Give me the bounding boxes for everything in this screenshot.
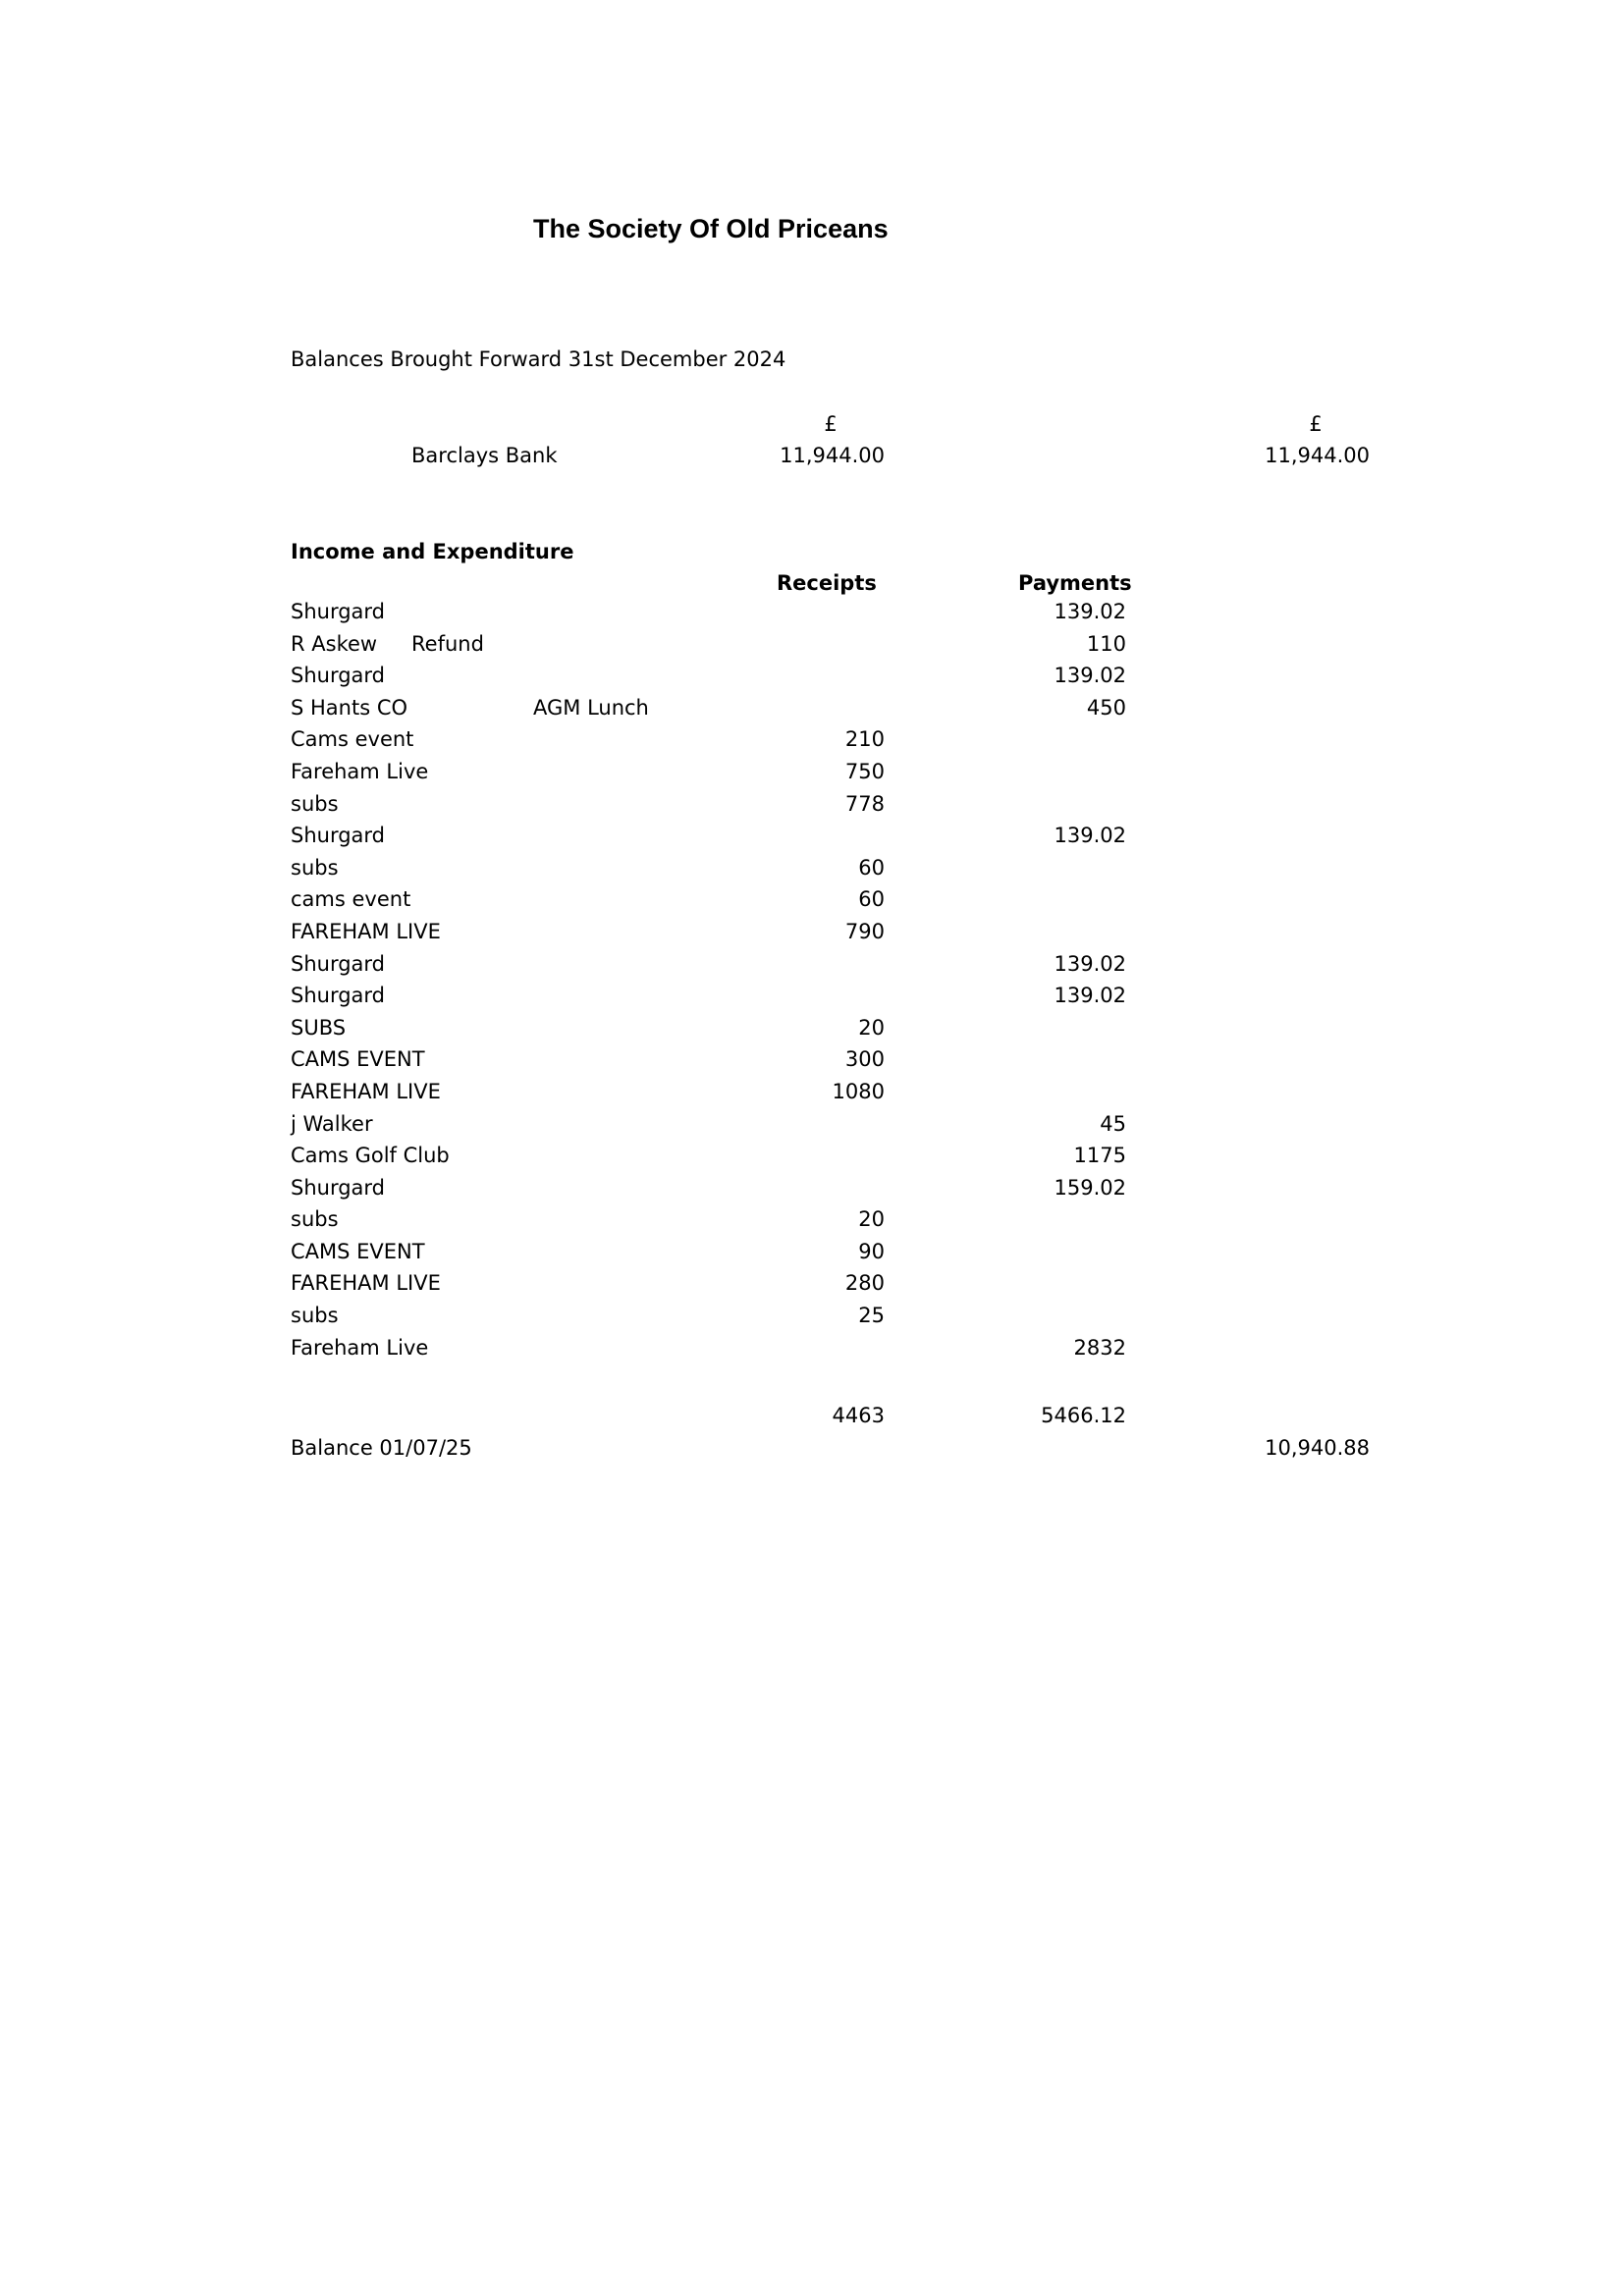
- ledger-row: [0, 1301, 1623, 1333]
- closing-balance-label: Balance 01/07/25: [291, 1436, 472, 1460]
- ledger-item-name: subs: [291, 791, 339, 816]
- bank-label: Barclays Bank: [411, 444, 558, 467]
- ledger-receipt-amount: 280: [844, 1271, 885, 1296]
- ledger-payment-amount: 450: [1086, 695, 1126, 720]
- ledger-item-note: AGM Lunch: [533, 695, 649, 720]
- ledger-payment-amount: 139.02: [1054, 951, 1126, 976]
- ledger-receipt-amount: 210: [844, 727, 885, 752]
- ledger-item-name: FAREHAM LIVE: [291, 1271, 441, 1296]
- ledger-row: [0, 661, 1623, 693]
- ledger-receipt-amount: 750: [844, 759, 885, 783]
- ledger-item-name: subs: [291, 1207, 339, 1232]
- currency-symbol-left: £: [824, 412, 838, 436]
- ledger-payment-amount: 139.02: [1054, 664, 1126, 688]
- ledger-row: [0, 693, 1623, 725]
- ledger-row: [0, 981, 1623, 1013]
- ledger-item-name: SUBS: [291, 1015, 347, 1040]
- ledger-payment-amount: 139.02: [1054, 824, 1126, 848]
- page-title: The Society Of Old Priceans: [533, 214, 889, 243]
- ledger-payment-amount: 139.02: [1054, 600, 1126, 623]
- ledger-item-name: Shurgard: [291, 600, 386, 623]
- currency-symbol-right: £: [1309, 412, 1323, 436]
- ledger-payment-amount: 110: [1086, 631, 1126, 656]
- ledger-receipt-amount: 60: [858, 887, 885, 912]
- ie-heading: Income and Expenditure: [291, 540, 574, 563]
- ledger-item-name: FAREHAM LIVE: [291, 1079, 441, 1103]
- ledger-item-name: Cams event: [291, 727, 414, 752]
- ledger-receipt-amount: 25: [858, 1304, 885, 1328]
- ledger-receipt-amount: 60: [858, 855, 885, 880]
- ledger-item-name: Cams Golf Club: [291, 1144, 450, 1168]
- ledger-item-name: Shurgard: [291, 1175, 386, 1200]
- ledger-item-name: Fareham Live: [291, 1335, 429, 1360]
- ledger-payment-amount: 159.02: [1054, 1175, 1126, 1200]
- ledger-row: [0, 1237, 1623, 1269]
- ledger-row: [0, 949, 1623, 982]
- ledger-row: [0, 789, 1623, 822]
- ledger-row: [0, 1204, 1623, 1237]
- ledger-row: [0, 629, 1623, 662]
- ledger-row: [0, 1333, 1623, 1365]
- ledger-row: [0, 884, 1623, 917]
- ledger-receipt-amount: 790: [844, 919, 885, 943]
- ledger-row: [0, 1013, 1623, 1045]
- ledger-item-name: subs: [291, 855, 339, 880]
- ledger-item-name: Shurgard: [291, 984, 386, 1008]
- ledger-row: [0, 1268, 1623, 1301]
- ledger-item-name: Shurgard: [291, 824, 386, 848]
- ledger-item-name: CAMS EVENT: [291, 1239, 425, 1263]
- ledger-item-name: Fareham Live: [291, 759, 429, 783]
- ledger-receipt-amount: 1080: [832, 1079, 885, 1103]
- ledger-row: [0, 1109, 1623, 1142]
- ledger-item-name: subs: [291, 1304, 339, 1328]
- bank-total: 11,944.00: [1265, 444, 1370, 467]
- ledger-row: [0, 1077, 1623, 1109]
- total-payments: 5466.12: [1041, 1404, 1126, 1427]
- total-receipts: 4463: [832, 1404, 885, 1427]
- payments-header: Payments: [1018, 571, 1132, 595]
- ledger-row: [0, 821, 1623, 853]
- ledger-receipt-amount: 300: [844, 1047, 885, 1072]
- ledger-row: [0, 1044, 1623, 1077]
- ledger-item-name: cams event: [291, 887, 411, 912]
- ledger-row: [0, 917, 1623, 949]
- ledger-row: [0, 597, 1623, 629]
- ledger-item-name: j Walker: [291, 1111, 373, 1136]
- ledger-receipt-amount: 778: [844, 791, 885, 816]
- balances-heading: Balances Brought Forward 31st December 2024: [291, 347, 786, 371]
- ledger-row: [0, 853, 1623, 885]
- ledger-row: [0, 1141, 1623, 1173]
- ledger-item-name: Shurgard: [291, 951, 386, 976]
- ledger-row: [0, 724, 1623, 757]
- ledger-payment-amount: 2832: [1073, 1335, 1126, 1360]
- ledger-item-name: S Hants CO: [291, 695, 408, 720]
- bank-amount: 11,944.00: [780, 444, 885, 467]
- ledger-payment-amount: 139.02: [1054, 984, 1126, 1008]
- ledger-receipt-amount: 20: [858, 1015, 885, 1040]
- ledger-table: [0, 597, 1623, 1364]
- closing-balance-amount: 10,940.88: [1265, 1436, 1370, 1460]
- ledger-item-note: Refund: [411, 631, 484, 656]
- ledger-item-name: R Askew: [291, 631, 378, 656]
- ledger-row: [0, 757, 1623, 789]
- ledger-item-name: FAREHAM LIVE: [291, 919, 441, 943]
- ledger-receipt-amount: 20: [858, 1207, 885, 1232]
- ledger-item-name: Shurgard: [291, 664, 386, 688]
- ledger-row: [0, 1173, 1623, 1205]
- receipts-header: Receipts: [777, 571, 877, 595]
- ledger-receipt-amount: 90: [858, 1239, 885, 1263]
- ledger-payment-amount: 1175: [1073, 1144, 1126, 1168]
- ledger-item-name: CAMS EVENT: [291, 1047, 425, 1072]
- ledger-payment-amount: 45: [1100, 1111, 1126, 1136]
